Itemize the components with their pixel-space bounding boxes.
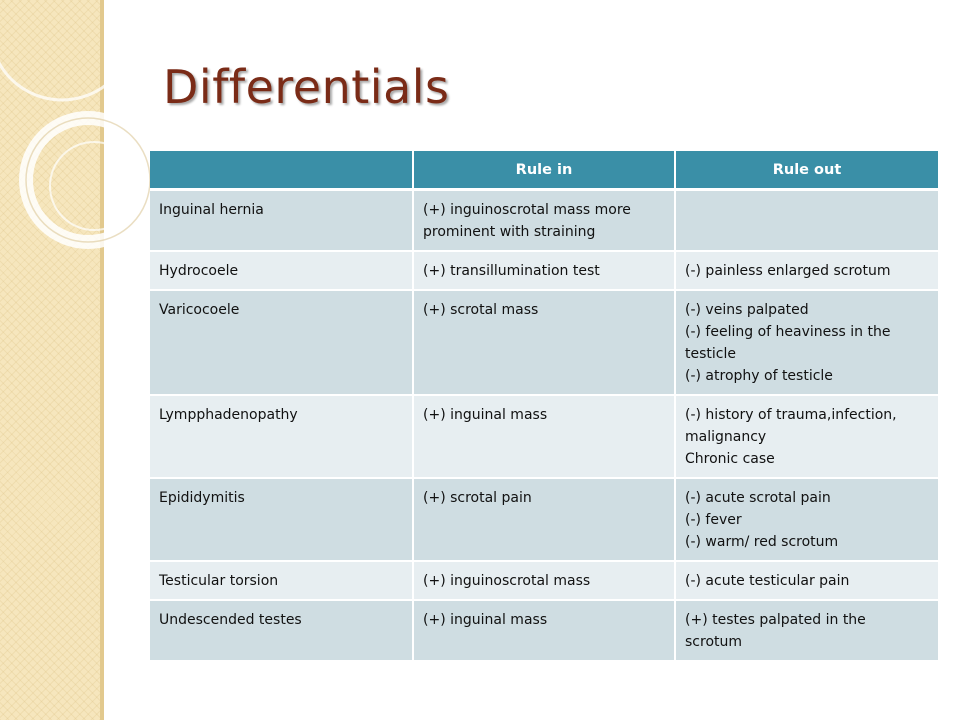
table-row <box>150 395 938 478</box>
rule-in-cell <box>413 290 675 395</box>
condition-cell: Undescended testes <box>150 600 413 661</box>
table-row <box>150 251 938 290</box>
rule-out-cell <box>675 395 938 478</box>
slide-title: Differentials <box>163 60 450 114</box>
table-header-row <box>150 151 938 190</box>
rule-in-line: (+) inguinal mass <box>423 612 548 628</box>
rule-out-line: Chronic case <box>685 451 775 467</box>
rule-out-line: (-) acute testicular pain <box>685 573 850 589</box>
rule-in-cell <box>413 561 675 600</box>
rule-out-cell <box>675 251 938 290</box>
condition-cell: Testicular torsion <box>150 561 413 600</box>
rule-out-cell <box>675 600 938 661</box>
header-condition <box>150 151 413 190</box>
rule-out-line: (-) feeling of heaviness in the <box>685 324 891 340</box>
rule-in-cell <box>413 600 675 661</box>
rule-out-line: testicle <box>685 346 736 362</box>
rule-out-cell <box>675 561 938 600</box>
table-body <box>150 190 938 662</box>
condition-cell: Hydrocoele <box>150 251 413 290</box>
rule-in-line: (+) transillumination test <box>423 263 600 279</box>
header-rule-out: Rule out <box>675 151 938 190</box>
table-row <box>150 600 938 661</box>
rule-out-line: scrotum <box>685 634 743 650</box>
condition-cell: Varicocoele <box>150 290 413 395</box>
rule-out-line: (-) fever <box>685 512 742 528</box>
rule-in-cell <box>413 395 675 478</box>
condition-cell: Inguinal hernia <box>150 190 413 252</box>
rule-in-line: (+) inguinal mass <box>423 407 548 423</box>
table-row <box>150 478 938 561</box>
rule-in-cell <box>413 478 675 561</box>
rule-out-cell <box>675 478 938 561</box>
rule-in-line: (+) scrotal pain <box>423 490 532 506</box>
rule-out-line: (+) testes palpated in the <box>685 612 866 628</box>
differentials-table <box>150 151 938 662</box>
rule-out-cell <box>675 290 938 395</box>
rule-out-line: (-) veins palpated <box>685 302 809 318</box>
header-rule-in: Rule in <box>413 151 675 190</box>
rule-in-line: prominent with straining <box>423 224 596 240</box>
rule-in-cell <box>413 190 675 252</box>
rule-in-cell <box>413 251 675 290</box>
rule-out-line: malignancy <box>685 429 767 445</box>
table-row <box>150 561 938 600</box>
table-row <box>150 190 938 252</box>
rule-in-line: (+) scrotal mass <box>423 302 539 318</box>
rule-in-line: (+) inguinoscrotal mass <box>423 573 591 589</box>
rule-out-line: (-) atrophy of testicle <box>685 368 833 384</box>
rule-out-line: (-) warm/ red scrotum <box>685 534 839 550</box>
condition-cell: Epididymitis <box>150 478 413 561</box>
differentials-table-container <box>150 151 938 662</box>
rule-out-line: (-) painless enlarged scrotum <box>685 263 891 279</box>
rule-out-cell <box>675 190 938 252</box>
table-row <box>150 290 938 395</box>
condition-cell: Lympphadenopathy <box>150 395 413 478</box>
rule-out-line: (-) acute scrotal pain <box>685 490 831 506</box>
rule-in-line: (+) inguinoscrotal mass more <box>423 202 631 218</box>
rule-out-line: (-) history of trauma,infection, <box>685 407 897 423</box>
